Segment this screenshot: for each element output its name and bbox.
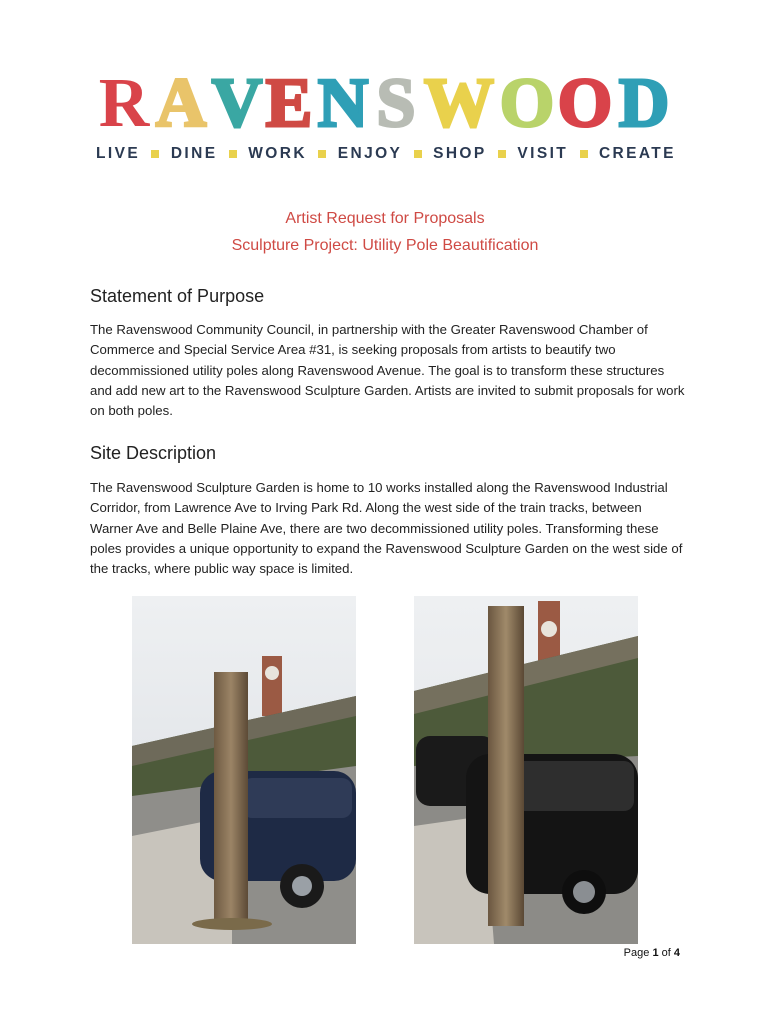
- logo-letter: S: [376, 65, 416, 142]
- section-body-site-description: The Ravenswood Sculpture Garden is home to 10 works installed along the Ravenswood Industrial Corridor, from Lawrence Ave to Irving Park Rd. Along the west side of the train tracks, between Warner Ave and Belle Plaine Ave, there are two decommissioned utility poles. Transforming these poles provides a unique opportunity to expand the Ravenswood Sculpture Garden on the west side of the tracks, where public way space is limited.: [90, 480, 683, 577]
- page-of: of: [661, 947, 671, 959]
- logo-tagline: [96, 145, 676, 163]
- logo-letter: O: [499, 65, 555, 142]
- tagline-word: CREATE: [598, 145, 676, 162]
- tagline-separator: [414, 150, 422, 158]
- logo-letter: D: [618, 65, 670, 142]
- tagline-separator: [580, 150, 588, 158]
- section-body-statement-of-purpose: The Ravenswood Community Council, in partnership with the Greater Ravenswood Chamber of Commerce and Special Service Area #31, is seeking proposals from artists to beautify two decommissioned utility poles along Ravenswood Avenue. The goal is to transform these structures and add new art to the Ravenswood Sculpture Garden. Artists are invited to submit proposals for work on both poles.: [90, 322, 685, 419]
- tagline-separator: [498, 150, 506, 158]
- logo-letter: R: [98, 65, 150, 142]
- tagline-separator: [151, 150, 159, 158]
- logo-letter: N: [317, 65, 369, 142]
- tagline-word: VISIT: [517, 145, 569, 162]
- tagline-word: ENJOY: [337, 145, 403, 162]
- logo-letter: V: [211, 65, 263, 142]
- logo-letter: A: [155, 65, 207, 142]
- tagline-word: WORK: [248, 145, 307, 162]
- document-subtitle: Sculpture Project: Utility Pole Beautification: [231, 237, 539, 254]
- tagline-word: LIVE: [96, 145, 141, 162]
- document-title: Artist Request for Proposals: [285, 210, 485, 227]
- page-total: 4: [673, 947, 680, 959]
- logo-letter: O: [557, 65, 613, 142]
- logo-letter: E: [265, 65, 313, 142]
- logo-wordmark: [96, 65, 676, 142]
- tagline-word: SHOP: [433, 145, 487, 162]
- page-prefix: Page: [623, 947, 650, 959]
- utility-pole-photo-1: [132, 596, 356, 944]
- ravenswood-logo: [96, 65, 676, 172]
- tagline-separator: [318, 150, 326, 158]
- utility-pole-photo-2: [414, 596, 638, 944]
- tagline-word: DINE: [170, 145, 218, 162]
- page-number: [624, 947, 680, 959]
- page-current: 1: [652, 947, 659, 959]
- section-heading-site-description: Site Description: [90, 443, 217, 463]
- section-heading-statement-of-purpose: Statement of Purpose: [90, 286, 265, 306]
- logo-letter: W: [424, 65, 494, 142]
- tagline-separator: [229, 150, 237, 158]
